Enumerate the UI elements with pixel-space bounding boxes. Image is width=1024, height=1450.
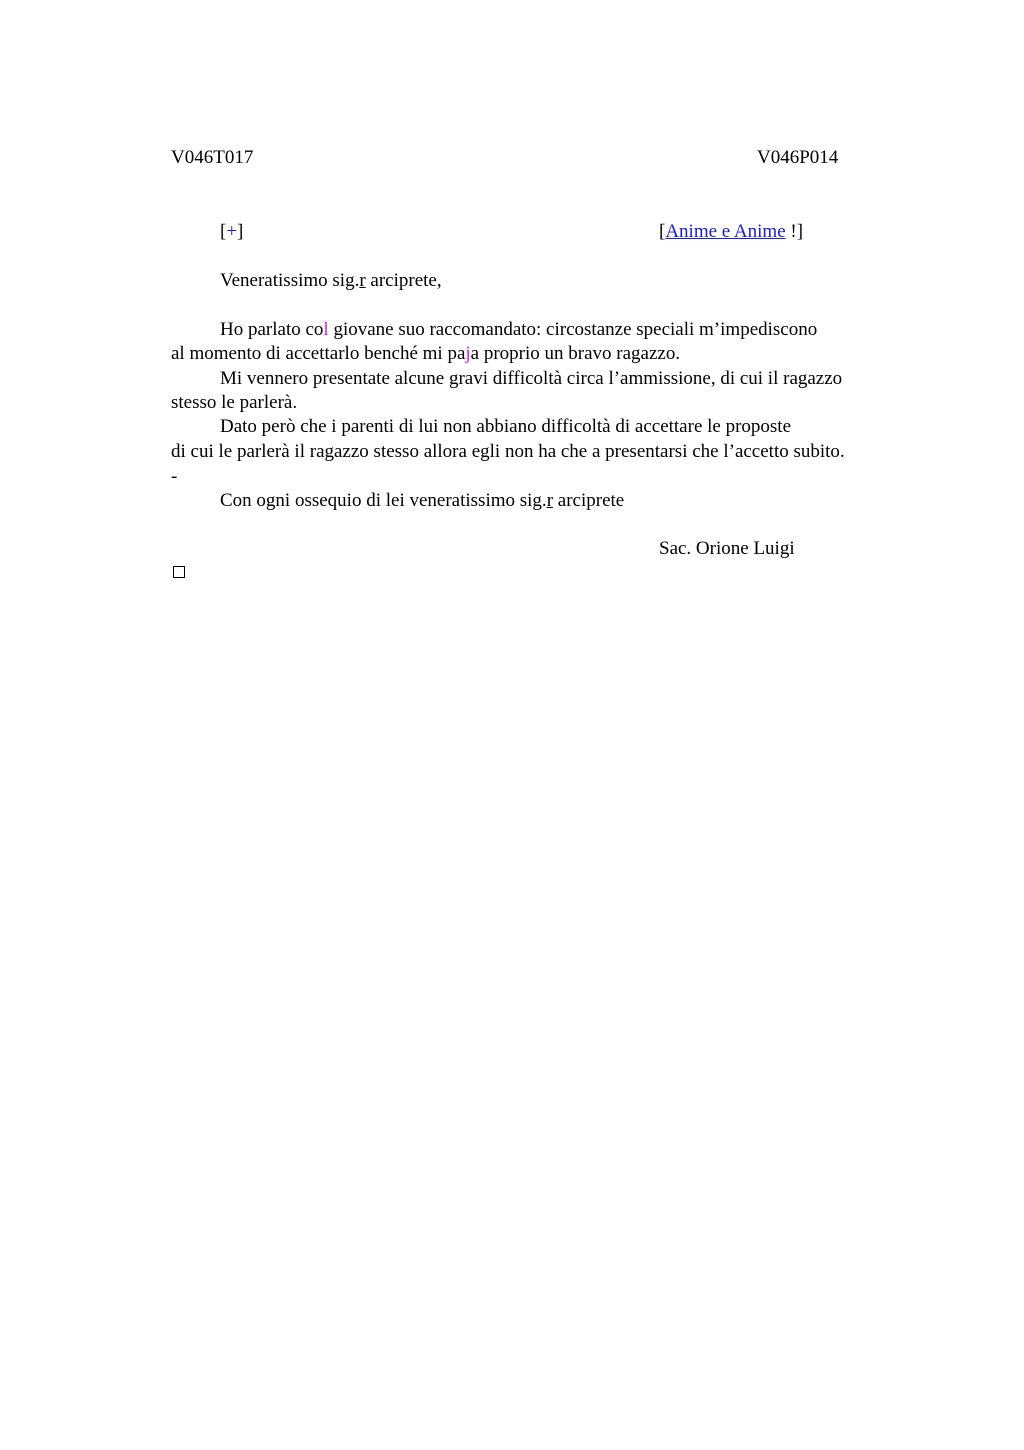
highlighted-letter: l xyxy=(323,319,329,340)
expand-control: [+] xyxy=(220,221,244,242)
text-span: a proprio un bravo ragazzo. xyxy=(470,343,681,364)
anime-link-wrapper: [Anime e Anime !] xyxy=(659,221,804,242)
document-code-right: V046P014 xyxy=(757,147,839,168)
signature: Sac. Orione Luigi xyxy=(659,538,795,559)
expand-plus-link[interactable]: + xyxy=(226,221,238,242)
paragraph-3-line-1: Dato però che i parenti di lui non abbiano difficoltà di accettare le proposte xyxy=(220,416,792,437)
text-span: arciprete xyxy=(553,490,625,511)
salutation-text: Veneratissimo sig. xyxy=(220,270,360,291)
paragraph-2-line-1: Mi vennero presentate alcune gravi difficoltà circa l’ammissione, di cui il ragazzo xyxy=(220,368,843,389)
anime-link-suffix: ! xyxy=(785,221,797,242)
text-span: Ho parlato co xyxy=(220,319,324,340)
separator-dash: - xyxy=(171,466,178,487)
paragraph-2-line-2: stesso le parlerà. xyxy=(171,392,298,413)
paragraph-1-line-1 xyxy=(220,318,817,342)
end-checkbox[interactable] xyxy=(173,566,185,578)
paragraph-3-line-2: di cui le parlerà il ragazzo stesso allora egli non ha che a presentarsi che l’accetto subito. xyxy=(171,441,845,462)
text-span: al momento di accettarlo benché mi pa xyxy=(171,343,466,364)
paragraph-1-line-2 xyxy=(171,342,680,366)
anime-e-anime-link[interactable]: Anime e Anime xyxy=(665,221,786,242)
salutation-abbr: r xyxy=(359,270,366,291)
closing-line xyxy=(220,489,624,513)
document-code-left: V046T017 xyxy=(171,147,254,168)
highlighted-letter: j xyxy=(465,343,471,364)
closing-abbr: r xyxy=(546,490,554,511)
text-span: Con ogni ossequio di lei veneratissimo sig. xyxy=(220,490,547,511)
salutation xyxy=(220,269,442,293)
text-span: giovane suo raccomandato: circostanze speciali m’impediscono xyxy=(328,319,818,340)
salutation-text-end: arciprete, xyxy=(365,270,442,291)
